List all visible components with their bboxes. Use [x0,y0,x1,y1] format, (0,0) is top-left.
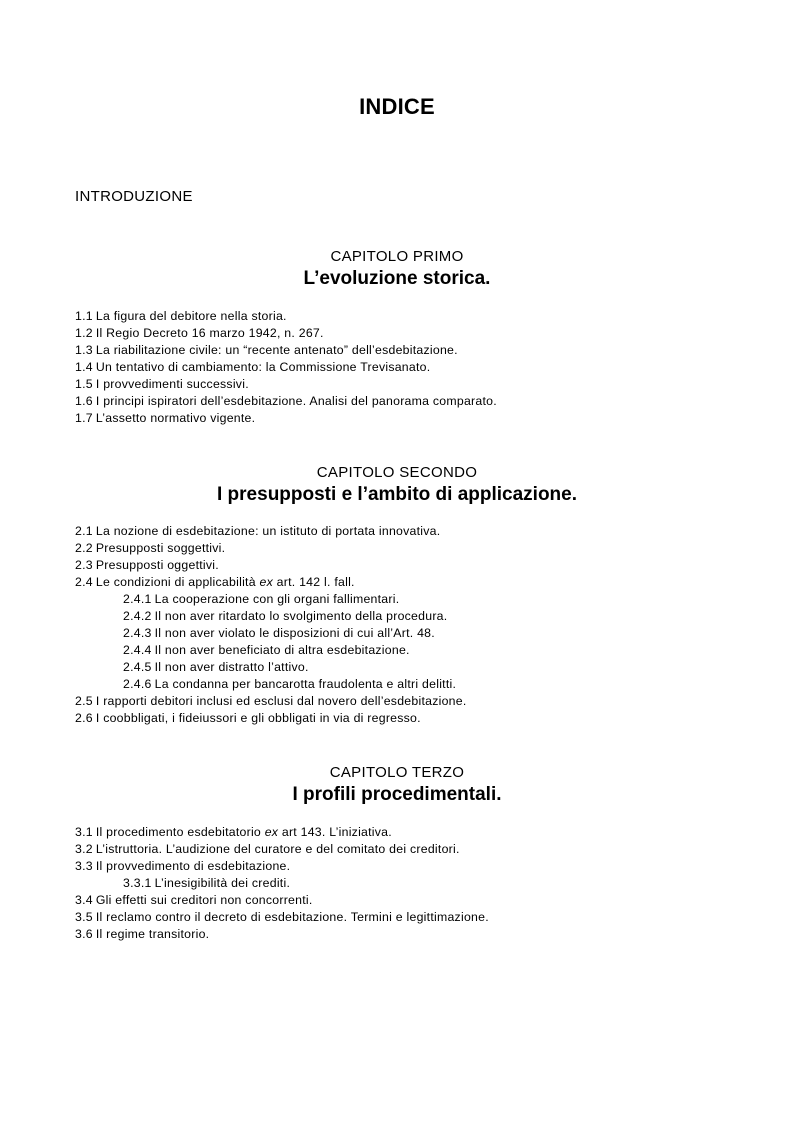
toc-entry-number: 2.4.5 [123,660,152,674]
toc-entry-text: La figura del debitore nella storia. [95,309,287,323]
toc-entry[interactable] [75,710,755,727]
toc-entry-text: I coobbligati, i fideiussori e gli obbligati in via di regresso. [95,711,421,725]
toc-entry-text: Presupposti oggettivi. [95,558,219,572]
toc-entry[interactable] [75,574,755,591]
toc-entry-italic-text: ex [264,825,279,839]
toc-entry-text: L’istruttoria. L’audizione del curatore e del comitato dei creditori. [95,842,460,856]
toc-entry-text: L’inesigibilità dei crediti. [154,876,291,890]
toc-entry-text: Il non aver distratto l’attivo. [154,660,309,674]
page-title: INDICE [359,94,435,119]
toc-entry[interactable] [75,410,755,427]
toc-entry-text: I principi ispiratori dell’esdebitazione. Analisi del panorama comparato. [95,394,497,408]
toc-entry-text: Il non aver ritardato lo svolgimento della procedura. [154,609,448,623]
toc-subentry[interactable] [75,676,755,693]
toc-entry-text: I rapporti debitori inclusi ed esclusi dal novero dell’esdebitazione. [95,694,467,708]
toc-entry-text: Il reclamo contro il decreto di esdebitazione. Termini e legittimazione. [95,910,489,924]
toc-entry-number: 2.4.6 [123,677,152,691]
toc-entry-number: 3.3.1 [123,876,152,890]
toc-entry-text: Il non aver violato le disposizioni di cui all’Art. 48. [154,626,435,640]
chapter-3-toc [75,824,755,943]
chapter-1-heading [0,248,794,291]
toc-entry[interactable] [75,909,755,926]
chapter-title: I presupposti e l’ambito di applicazione. [217,484,577,505]
toc-entry[interactable] [75,342,755,359]
toc-entry-text: Il procedimento esdebitatorio [95,825,262,839]
toc-entry-number: 2.4.4 [123,643,152,657]
toc-entry-text: Il provvedimento di esdebitazione. [95,859,291,873]
toc-entry-number: 3.3 [75,859,93,873]
chapter-2-toc [75,523,755,727]
toc-entry[interactable] [75,841,755,858]
toc-entry[interactable] [75,557,755,574]
toc-subentry[interactable] [75,659,755,676]
toc-entry-text: Gli effetti sui creditori non concorrenti. [95,893,313,907]
toc-entry-number: 1.4 [75,360,93,374]
toc-entry-text: art 143. L’iniziativa. [281,825,392,839]
toc-subentry[interactable] [75,642,755,659]
toc-entry-number: 2.1 [75,524,93,538]
toc-entry-text: Il non aver beneficiato di altra esdebitazione. [154,643,410,657]
toc-entry-number: 2.4.2 [123,609,152,623]
toc-entry-number: 2.4.1 [123,592,152,606]
introduction-heading: INTRODUZIONE [75,188,193,205]
toc-entry[interactable] [75,359,755,376]
chapter-title: I profili procedimentali. [292,784,502,805]
toc-entry-number: 2.4.3 [123,626,152,640]
toc-entry[interactable] [75,540,755,557]
toc-entry-number: 3.6 [75,927,93,941]
toc-entry-number: 3.2 [75,842,93,856]
chapter-3-heading [0,764,794,807]
toc-entry-text: I provvedimenti successivi. [95,377,249,391]
toc-entry-text: La riabilitazione civile: un “recente antenato” dell’esdebitazione. [95,343,458,357]
toc-entry[interactable] [75,393,755,410]
toc-entry-text: Le condizioni di applicabilità [95,575,256,589]
toc-entry-number: 1.3 [75,343,93,357]
chapter-2-heading [0,464,794,507]
toc-entry-text: La nozione di esdebitazione: un istituto di portata innovativa. [95,524,441,538]
toc-entry[interactable] [75,693,755,710]
toc-entry[interactable] [75,308,755,325]
toc-entry-italic-text: ex [259,575,273,589]
toc-entry-number: 1.1 [75,309,93,323]
chapter-1-toc [75,308,755,427]
chapter-title: L’evoluzione storica. [303,268,491,289]
toc-entry-number: 1.5 [75,377,93,391]
toc-entry-number: 2.3 [75,558,93,572]
toc-entry[interactable] [75,892,755,909]
toc-entry-text: La cooperazione con gli organi fallimentari. [154,592,400,606]
toc-entry[interactable] [75,523,755,540]
toc-entry-number: 2.4 [75,575,93,589]
toc-entry-text: Presupposti soggettivi. [95,541,226,555]
toc-entry-number: 1.2 [75,326,93,340]
chapter-label: CAPITOLO TERZO [329,764,465,781]
toc-entry-number: 2.2 [75,541,93,555]
toc-subentry[interactable] [75,875,755,892]
toc-entry-number: 3.4 [75,893,93,907]
toc-entry-number: 3.5 [75,910,93,924]
toc-entry-number: 2.6 [75,711,93,725]
toc-entry-text: Un tentativo di cambiamento: la Commissione Trevisanato. [95,360,431,374]
toc-subentry[interactable] [75,625,755,642]
toc-entry-number: 3.1 [75,825,93,839]
toc-entry[interactable] [75,376,755,393]
toc-entry-text: L’assetto normativo vigente. [95,411,256,425]
toc-entry-number: 2.5 [75,694,93,708]
toc-entry-text: Il regime transitorio. [95,927,210,941]
chapter-label: CAPITOLO SECONDO [316,464,478,481]
toc-entry-text: art. 142 l. fall. [276,575,355,589]
toc-entry[interactable] [75,858,755,875]
toc-entry-number: 1.7 [75,411,93,425]
toc-entry-text: La condanna per bancarotta fraudolenta e altri delitti. [154,677,457,691]
toc-subentry[interactable] [75,608,755,625]
toc-entry[interactable] [75,926,755,943]
toc-entry-text: Il Regio Decreto 16 marzo 1942, n. 267. [95,326,324,340]
toc-entry[interactable] [75,824,755,841]
toc-entry-number: 1.6 [75,394,93,408]
toc-entry[interactable] [75,325,755,342]
chapter-label: CAPITOLO PRIMO [330,248,464,265]
toc-subentry[interactable] [75,591,755,608]
